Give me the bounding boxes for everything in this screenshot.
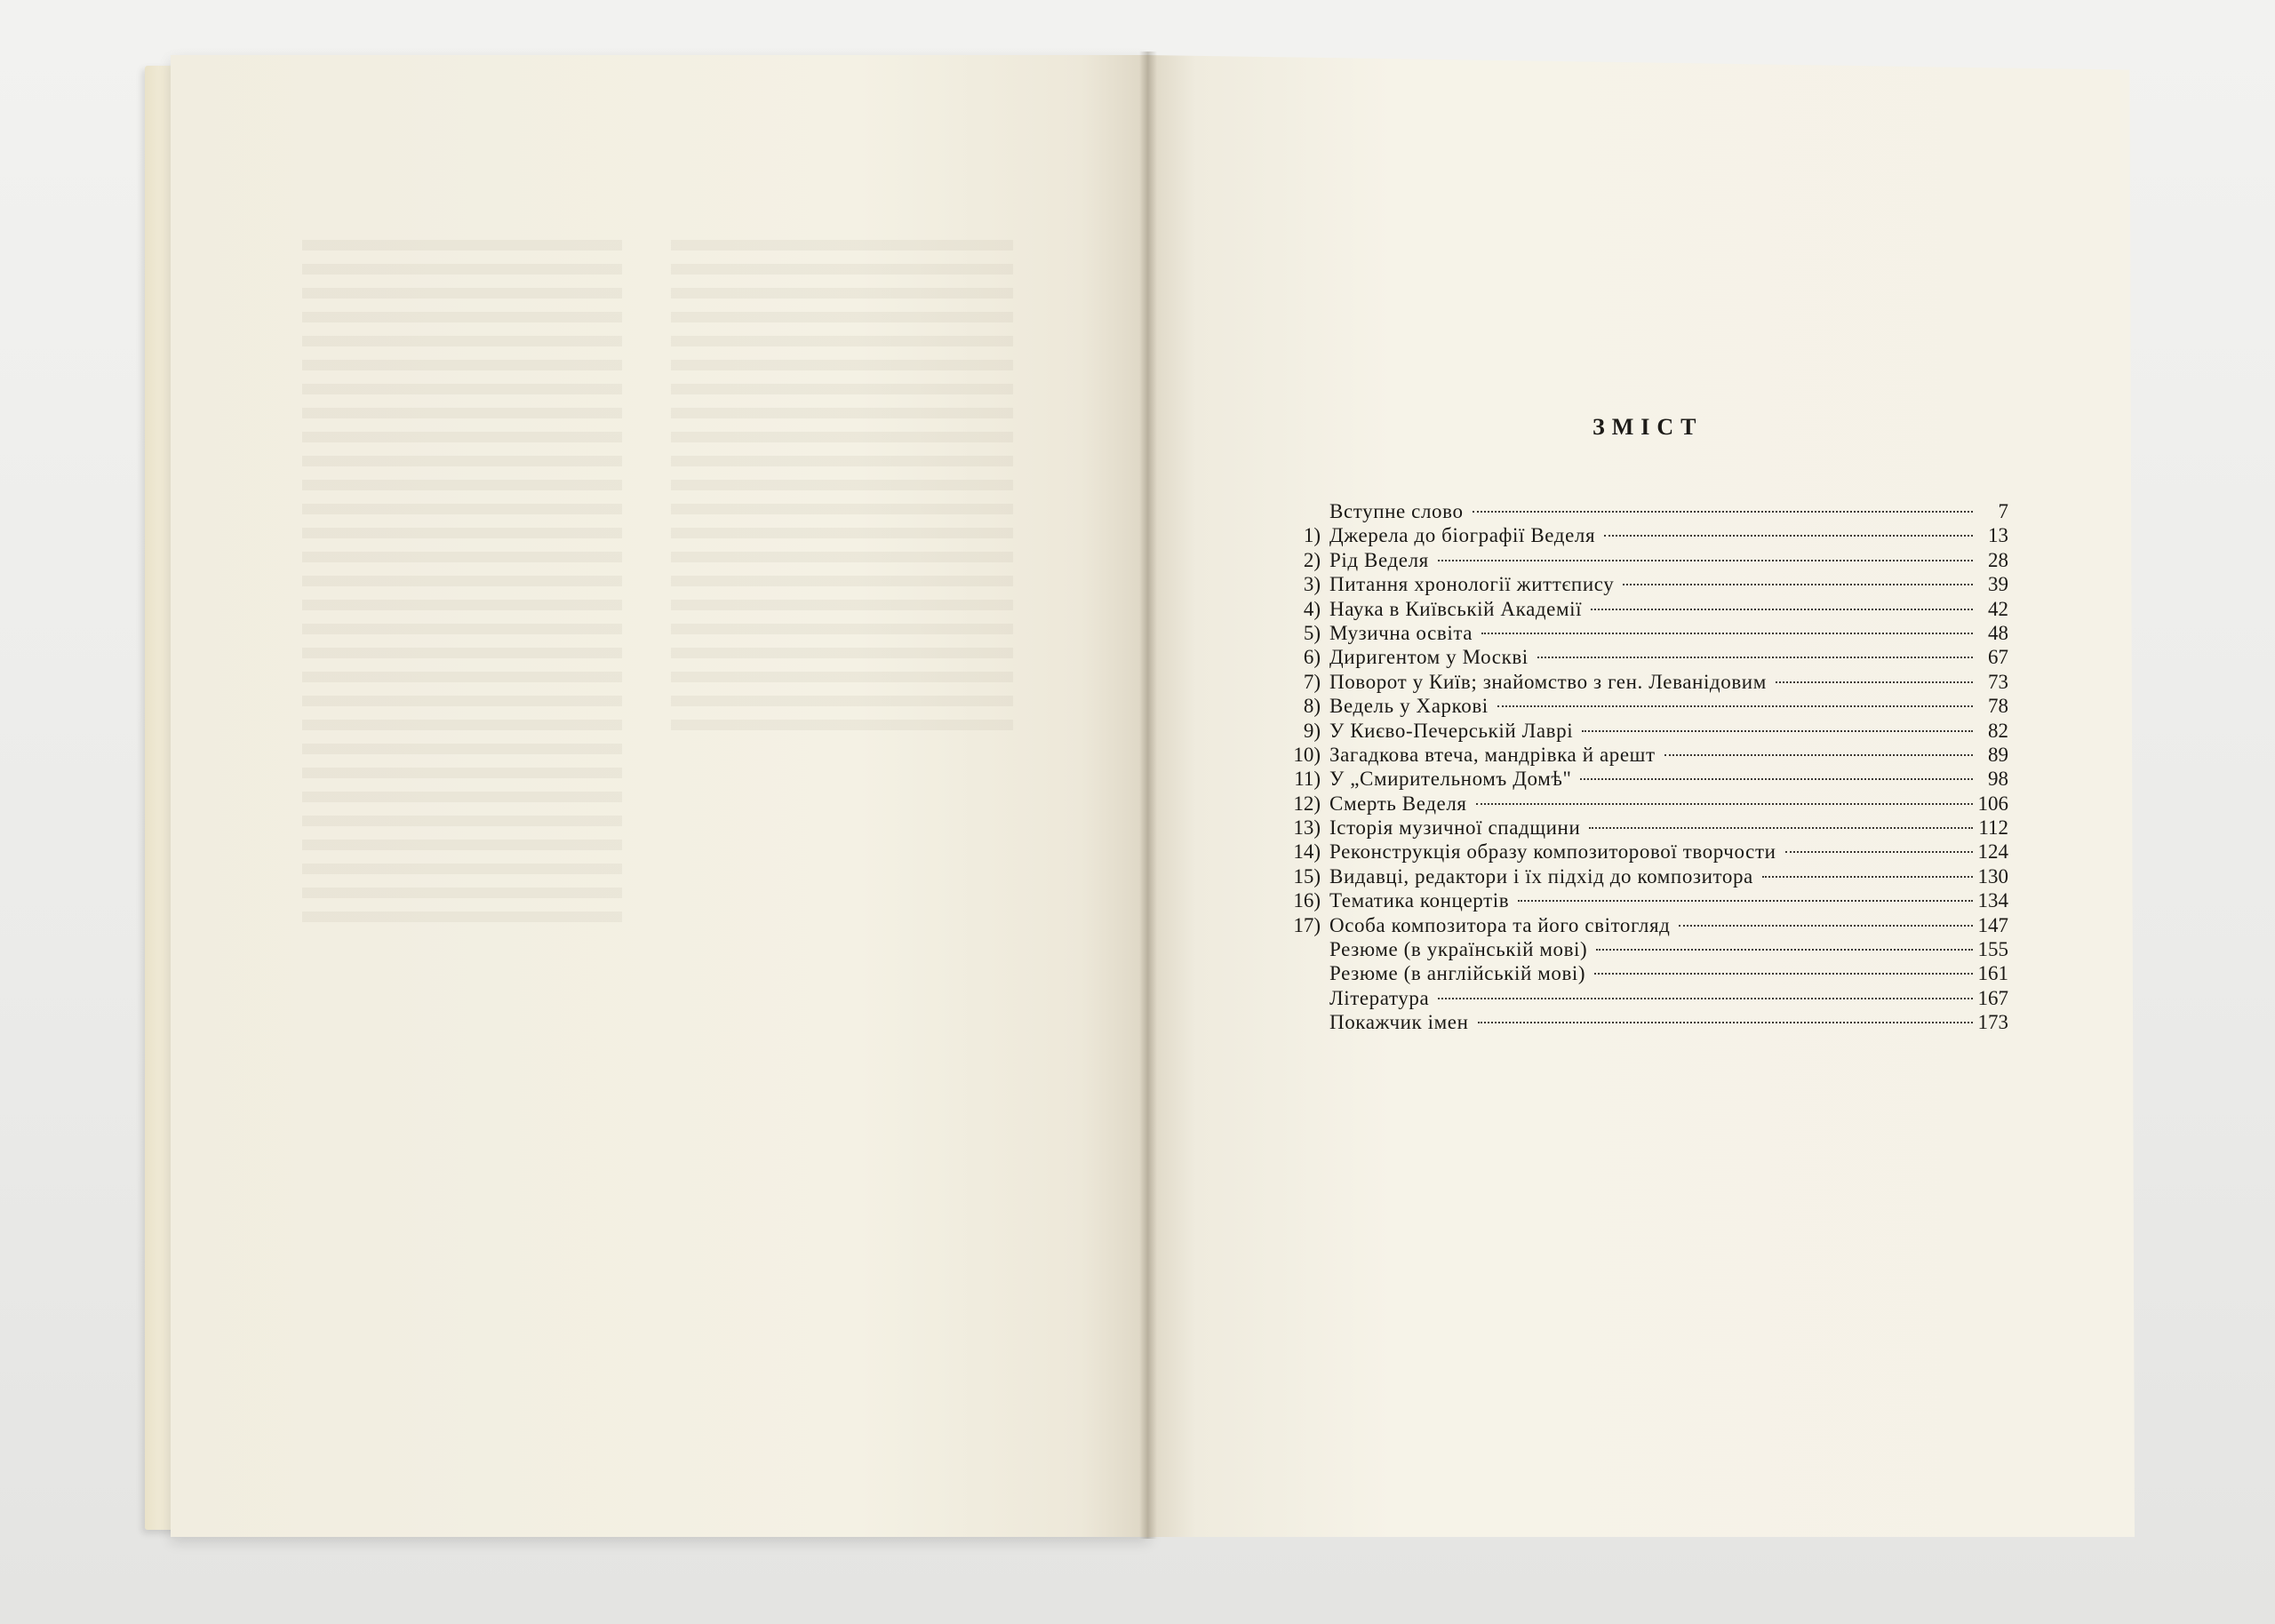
toc-leader-dots: [1438, 998, 1972, 999]
toc-entry-title: Диригентом у Москві: [1329, 646, 1529, 669]
toc-entry: [1280, 840, 2008, 864]
toc-leader-dots: [1604, 535, 1973, 537]
toc-entry-number: 11): [1294, 768, 1321, 791]
toc-entry: [1280, 767, 2008, 791]
toc-leader-dots: [1478, 1022, 1973, 1023]
toc-leader-dots: [1596, 949, 1972, 951]
toc-entry-number: 12): [1293, 792, 1321, 815]
toc-entry: [1280, 792, 2008, 816]
toc-entry-page: 112: [1978, 816, 2008, 840]
toc-entry-number: 1): [1303, 524, 1321, 547]
toc-entry-title: Особа композитора та його світогляд: [1329, 913, 1671, 936]
toc-entry: [1280, 670, 2008, 694]
toc-entry-page: 130: [1977, 864, 2008, 888]
toc-entry-page: 7: [1998, 500, 2008, 522]
toc-entry: [1280, 621, 2008, 645]
toc-entry: [1280, 1010, 2008, 1034]
toc-entry-number: 2): [1303, 548, 1321, 571]
toc-entry-page: 134: [1977, 889, 2008, 912]
toc-entry-title: Смерть Веделя: [1329, 792, 1467, 815]
toc-entry-page: 42: [1988, 597, 2008, 620]
toc-entry-title: Література: [1329, 986, 1430, 1009]
toc-entry: [1280, 499, 2008, 523]
toc-leader-dots: [1580, 778, 1973, 780]
toc-entry-title: Джерела до біографії Веделя: [1329, 524, 1596, 547]
toc-entry-page: 39: [1988, 573, 2008, 596]
toc-leader-dots: [1664, 754, 1973, 756]
toc-entry-number: 3): [1303, 573, 1321, 596]
show-through-text-left: [302, 240, 622, 933]
toc-entry-page: 147: [1977, 913, 2008, 936]
toc-entry-title: Питання хронології життєпису: [1329, 573, 1615, 596]
toc-entry-number: 10): [1293, 743, 1321, 766]
toc-entry-page: 78: [1988, 695, 2008, 718]
toc-entry: [1280, 743, 2008, 767]
table-of-contents: [1280, 499, 2008, 1035]
toc-entry-number: 5): [1303, 621, 1321, 644]
toc-entry: [1280, 694, 2008, 718]
toc-entry-page: 98: [1988, 768, 2008, 791]
toc-entry-number: 9): [1303, 719, 1321, 742]
toc-entry-number: 15): [1293, 864, 1321, 888]
toc-entry-page: 173: [1977, 1011, 2008, 1034]
toc-entry-title: Реконструкція образу композиторової творчости: [1329, 840, 1776, 864]
toc-leader-dots: [1473, 511, 1973, 513]
show-through-text-right: [671, 240, 1013, 737]
toc-entry: [1280, 719, 2008, 743]
toc-entry-page: 161: [1977, 962, 2008, 985]
toc-entry: [1280, 523, 2008, 547]
toc-leader-dots: [1497, 705, 1973, 707]
toc-entry-number: 14): [1293, 840, 1321, 864]
toc-leader-dots: [1785, 851, 1973, 853]
toc-entry-page: 167: [1977, 986, 2008, 1009]
toc-entry-title: Рід Веделя: [1329, 548, 1429, 571]
toc-entry-number: 7): [1303, 670, 1321, 693]
toc-leader-dots: [1776, 681, 1973, 683]
toc-leader-dots: [1623, 584, 1973, 585]
toc-entry-title: Загадкова втеча, мандрівка й арешт: [1329, 743, 1656, 766]
toc-entry: [1280, 816, 2008, 840]
toc-entry-title: У Києво-Печерській Лаврі: [1329, 719, 1574, 742]
toc-leader-dots: [1589, 827, 1973, 829]
toc-entry-page: 67: [1988, 646, 2008, 669]
toc-entry-page: 155: [1977, 938, 2008, 961]
toc-entry-title: Поворот у Київ; знайомство з ген. Леванідовим: [1329, 670, 1767, 693]
toc-entry-title: Покажчик імен: [1329, 1011, 1469, 1034]
toc-entry-number: 17): [1293, 913, 1321, 936]
toc-entry: [1280, 888, 2008, 912]
toc-entry-page: 106: [1977, 792, 2008, 815]
toc-entry-title: Тематика концертів: [1329, 889, 1510, 912]
toc-leader-dots: [1594, 973, 1972, 975]
toc-title: ЗМІСТ: [1592, 414, 1704, 440]
toc-entry: [1280, 597, 2008, 621]
toc-entry: [1280, 864, 2008, 888]
toc-entry-number: 16): [1293, 889, 1321, 912]
toc-leader-dots: [1476, 803, 1973, 805]
toc-entry-number: 13): [1293, 816, 1321, 840]
toc-leader-dots: [1438, 560, 1973, 561]
toc-leader-dots: [1582, 730, 1973, 732]
toc-entry-number: 4): [1303, 597, 1321, 620]
toc-entry: [1280, 548, 2008, 572]
toc-entry-title: Історія музичної спадщини: [1329, 816, 1581, 840]
toc-leader-dots: [1679, 925, 1972, 927]
toc-entry-title: У „Смирительномъ Домѣ": [1329, 768, 1572, 791]
toc-entry-number: 6): [1303, 646, 1321, 669]
toc-entry-page: 73: [1988, 670, 2008, 693]
toc-entry: [1280, 913, 2008, 937]
toc-leader-dots: [1591, 609, 1973, 610]
toc-leader-dots: [1481, 633, 1973, 634]
toc-entry-title: Резюме (в українській мові): [1329, 938, 1588, 961]
toc-entry-page: 13: [1988, 524, 2008, 547]
toc-leader-dots: [1762, 876, 1973, 878]
toc-entry-title: Видавці, редактори і їх підхід до композитора: [1329, 864, 1753, 888]
toc-entry-page: 124: [1977, 840, 2008, 864]
book-gutter: [1139, 52, 1157, 1539]
toc-entry: [1280, 986, 2008, 1010]
toc-entry-title: Резюме (в англійській мові): [1329, 962, 1586, 985]
toc-leader-dots: [1518, 900, 1972, 902]
toc-entry-title: Музична освіта: [1329, 621, 1473, 644]
toc-entry-page: 48: [1988, 621, 2008, 644]
toc-entry-title: Ведель у Харкові: [1329, 695, 1489, 718]
toc-entry: [1280, 961, 2008, 985]
toc-entry-page: 82: [1988, 719, 2008, 742]
toc-entry: [1280, 937, 2008, 961]
toc-entry: [1280, 645, 2008, 669]
toc-entry-title: Вступне слово: [1329, 500, 1464, 522]
toc-entry-page: 28: [1988, 548, 2008, 571]
toc-entry-page: 89: [1988, 743, 2008, 766]
toc-entry-title: Наука в Київській Академії: [1329, 597, 1583, 620]
toc-entry-number: 8): [1303, 695, 1321, 718]
toc-leader-dots: [1537, 657, 1973, 658]
toc-entry: [1280, 572, 2008, 596]
